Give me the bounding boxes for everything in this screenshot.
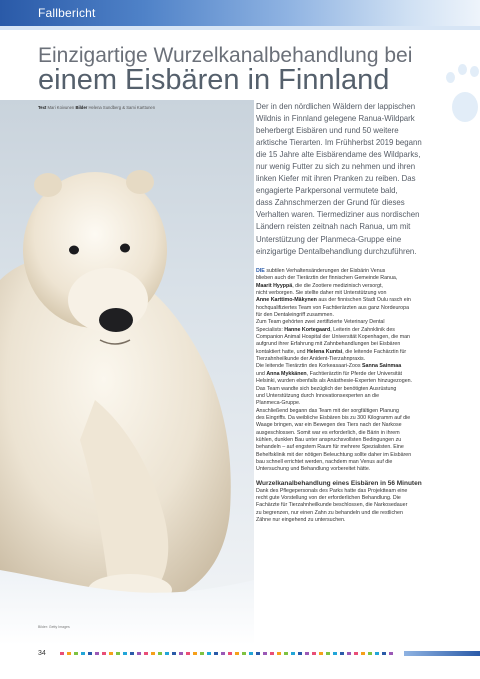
- body-text: zu begrenzen, nur einen Zahn zu behandeln und die restlichen: [256, 509, 403, 516]
- footer-dot: [200, 652, 204, 655]
- body-line: [256, 305, 456, 312]
- body-line: [256, 459, 456, 466]
- body-text: Fachärzte für Tierzahnheilkunde beschlossen, die Narkosedauer: [256, 502, 408, 509]
- footer-bar: [404, 651, 480, 656]
- body-text: kühlen, dunklen Bau unter anspruchsvollsten Bedingungen zu: [256, 436, 402, 443]
- body-text: Dank des Pflegepersonals des Parks hatte das Projektteam eine: [256, 487, 408, 494]
- body-line: [256, 444, 456, 451]
- lead-line: Unterstützung der Planmeca-Gruppe eine: [256, 234, 402, 244]
- highlighted-name: Helena Kuntsi: [306, 348, 343, 355]
- body-text: Companion Animal Hospital der Universität Kopenhagen, die man: [256, 334, 410, 341]
- body-text: hochqualifiziertes Team von Fachtierärzten aus ganz Nordeuropa: [256, 304, 410, 311]
- footer-dot: [109, 652, 113, 655]
- body-line: [256, 386, 456, 393]
- article-body: [256, 268, 456, 524]
- highlighted-name: Anne Karttimo-Mäkynen: [256, 297, 317, 304]
- body-line: [256, 341, 456, 348]
- body-line: [256, 356, 456, 363]
- highlighted-name: Maarit Hyyppä: [256, 282, 293, 289]
- body-line: [256, 415, 456, 422]
- footer-dot: [144, 652, 148, 655]
- body-text: Behelfsklinik mit der nötigen Beleuchtung sollte daher im Eisbären: [256, 451, 412, 458]
- body-text: , Leiterin der Zahnklinik des: [330, 326, 395, 333]
- body-text: Anschließend begann das Team mit der sorgfältigen Planung: [256, 407, 400, 414]
- footer-dot: [340, 652, 344, 655]
- body-line: [256, 378, 456, 385]
- body-text: des Eingriffs. Da weibliche Eisbären bis zu 300 Kilogramm auf die: [256, 414, 411, 421]
- footer-dot: [137, 652, 141, 655]
- footer-dot: [312, 652, 316, 655]
- headline-line-1: Einzigartige Wurzelkanalbehandlung bei: [38, 44, 413, 67]
- body-text: ausgeschlossen. Somit war es erforderlich, die Bärin in ihrem: [256, 429, 400, 436]
- footer-dot: [193, 652, 197, 655]
- section-label: Fallbericht: [38, 6, 96, 20]
- footer-dots: [60, 652, 460, 656]
- body-text: und Unterstützung durch Innovationsexperten an die: [256, 392, 380, 399]
- subheading: Wurzelkanalbehandlung eines Eisbären in 56 Minuten: [256, 479, 422, 487]
- footer-dot: [319, 652, 323, 655]
- footer-dot: [305, 652, 309, 655]
- footer-dot: [165, 652, 169, 655]
- page-number: 34: [38, 650, 46, 657]
- footer-dot: [172, 652, 176, 655]
- body-line: [256, 437, 456, 444]
- footer-dot: [214, 652, 218, 655]
- lead-line: Verhalten waren. Tiermediziner aus nordischen: [256, 210, 420, 220]
- body-text: Helsinki, wurden ebenfalls als Anästhesie-Experten hinzugezogen.: [256, 378, 413, 385]
- footer-dot: [67, 652, 71, 655]
- footer-dot: [277, 652, 281, 655]
- footer-dot: [228, 652, 232, 655]
- footer-dot: [221, 652, 225, 655]
- body-text: Untersuchung und Behandlung vorbereitet hätte.: [256, 466, 371, 473]
- footer-dot: [298, 652, 302, 655]
- byline-text-author: Mari Koivunen: [47, 105, 75, 110]
- footer-dot: [158, 652, 162, 655]
- body-line: [256, 327, 456, 334]
- lead-line: Ländern reisten zeitnah nach Ranua, um mit: [256, 222, 411, 232]
- body-line: [256, 495, 456, 502]
- body-text: aus der finnischen Stadt Oulu rasch ein: [316, 297, 411, 304]
- body-line: [256, 422, 456, 429]
- footer-dot: [235, 652, 239, 655]
- body-text: Specialists:: [256, 326, 285, 333]
- headline-line-2: einem Eisbären in Finnland: [38, 64, 390, 96]
- lead-line: Wildnis in Finnland gelegene Ranua-Wildpark: [256, 114, 415, 124]
- footer-dot: [354, 652, 358, 655]
- footer-dot: [95, 652, 99, 655]
- body-text: aufgrund ihrer Erfahrung mit Zahnbehandlungen bei Eisbären: [256, 341, 401, 348]
- body-line: [256, 408, 456, 415]
- footer-dot: [130, 652, 134, 655]
- body-line: [256, 290, 456, 297]
- footer-dot: [207, 652, 211, 655]
- lead-line: dass Zahnschmerzen der Grund für dieses: [256, 198, 405, 208]
- footer-dot: [81, 652, 85, 655]
- body-text: bau schnell errichtet werden, nachdem man Venus auf die: [256, 458, 393, 465]
- body-text: subtilen Verhaltensänderungen der Eisbärin Venus: [264, 268, 386, 274]
- footer-dot: [347, 652, 351, 655]
- body-text: blieben auch der Tierärztin der finnischen Gemeinde Ranua,: [256, 275, 398, 282]
- highlighted-name: Sanna Sainmaa: [362, 363, 402, 370]
- body-text: und: [256, 370, 267, 377]
- lead-paragraph: [256, 101, 452, 258]
- body-text: Zum Team gehörten zwei zertifizierte Veterinary Dental: [256, 319, 385, 326]
- footer-dot: [151, 652, 155, 655]
- footer-dot: [333, 652, 337, 655]
- highlighted-name: DIE: [256, 268, 265, 274]
- body-line: [256, 371, 456, 378]
- body-line: [256, 363, 456, 370]
- body-line: [256, 452, 456, 459]
- body-line: [256, 268, 456, 275]
- footer-dot: [242, 652, 246, 655]
- body-text: , die leitende Fachärztin für: [342, 348, 407, 355]
- body-line: [256, 400, 456, 407]
- footer-dot: [60, 652, 64, 655]
- body-text: für den Dentaleingriff zusammen.: [256, 312, 334, 319]
- body-line: [256, 517, 456, 524]
- body-text: Das Team wandte sich bezüglich der benötigten Ausrüstung: [256, 385, 397, 392]
- footer-dot: [88, 652, 92, 655]
- footer-dot: [389, 652, 393, 655]
- body-text: Planmeca-Gruppe.: [256, 400, 301, 407]
- footer-dot: [375, 652, 379, 655]
- footer-dot: [179, 652, 183, 655]
- body-line: [256, 488, 456, 495]
- footer-dot: [74, 652, 78, 655]
- lead-line: linken Kiefer mit ihren Pranken zu reiben. Das: [256, 174, 416, 184]
- footer-dot: [270, 652, 274, 655]
- byline-images-authors: Helena Sundberg & Sami Karttunen: [88, 105, 156, 110]
- byline: [38, 105, 155, 110]
- footer-dot: [186, 652, 190, 655]
- footer-dot: [102, 652, 106, 655]
- lead-line: beherbergt Eisbären und rund 50 weitere: [256, 126, 399, 136]
- body-line: [256, 393, 456, 400]
- footer-dot: [116, 652, 120, 655]
- highlighted-name: Hanne Kortegaard: [284, 326, 331, 333]
- footer-dot: [361, 652, 365, 655]
- body-text: , die die Zootiere medizinisch versorgt,: [292, 282, 383, 289]
- footer-dot: [256, 652, 260, 655]
- header-band-line: [0, 26, 480, 30]
- body-line: [256, 334, 456, 341]
- lead-line: engagierte Parkpersonal vermutete bald,: [256, 186, 398, 196]
- body-text: Die leitende Tierärztin des Korkeasaari-Zoos: [256, 363, 362, 370]
- footer-dot: [291, 652, 295, 655]
- highlighted-name: Anna Mykkänen: [266, 370, 307, 377]
- lead-line: nur wenig Futter zu sich zu nehmen und ihren: [256, 162, 416, 172]
- body-text: , Fachtierärztin für Pferde der Universität: [306, 370, 403, 377]
- body-line: [256, 466, 456, 473]
- footer-dot: [249, 652, 253, 655]
- body-text: kontaktiert hatte, und: [256, 348, 307, 355]
- body-text: recht gute Vorstellung von der erforderlichen Behandlung. Die: [256, 494, 401, 501]
- body-text: Waage bringen, war ein Bewegen des Tiers nach der Narkose: [256, 422, 402, 429]
- footer-dot: [326, 652, 330, 655]
- photo-credit: Bilder: Getty Images: [38, 625, 70, 629]
- footer-dot: [382, 652, 386, 655]
- polar-bear-photo: [0, 100, 254, 645]
- body-line: [256, 297, 456, 304]
- footer-dot: [263, 652, 267, 655]
- body-line: [256, 430, 456, 437]
- byline-text-label: Text: [38, 105, 47, 110]
- lead-line: arktische Tierarten. Im Frühherbst 2019 begann: [256, 138, 422, 148]
- body-line: [256, 275, 456, 282]
- byline-images-label: Bilder: [75, 105, 88, 110]
- body-text: nicht verborgen. Sie stellte daher mit Unterstützung von: [256, 290, 387, 297]
- body-line: [256, 510, 456, 517]
- lead-line: die 15 Jahre alte Eisbärendame des Wildparks,: [256, 150, 421, 160]
- body-text: behandeln – auf engstem Raum für mehrere Spezialisten. Eine: [256, 444, 404, 451]
- lead-line: einzigartige Dentalbehandlung durchzuführen.: [256, 246, 417, 256]
- body-line: [256, 349, 456, 356]
- body-line: [256, 319, 456, 326]
- body-text: Zähne nur eingehend zu untersuchen.: [256, 517, 346, 523]
- lead-line: Der in den nördlichen Wäldern der lappischen: [256, 102, 416, 111]
- footer-dot: [123, 652, 127, 655]
- body-text: Tierzahnheilkunde der Anident-Tierzahnpraxis.: [256, 356, 366, 363]
- body-line: [256, 312, 456, 319]
- body-line: [256, 283, 456, 290]
- footer-dot: [284, 652, 288, 655]
- body-line: [256, 502, 456, 509]
- footer-dot: [368, 652, 372, 655]
